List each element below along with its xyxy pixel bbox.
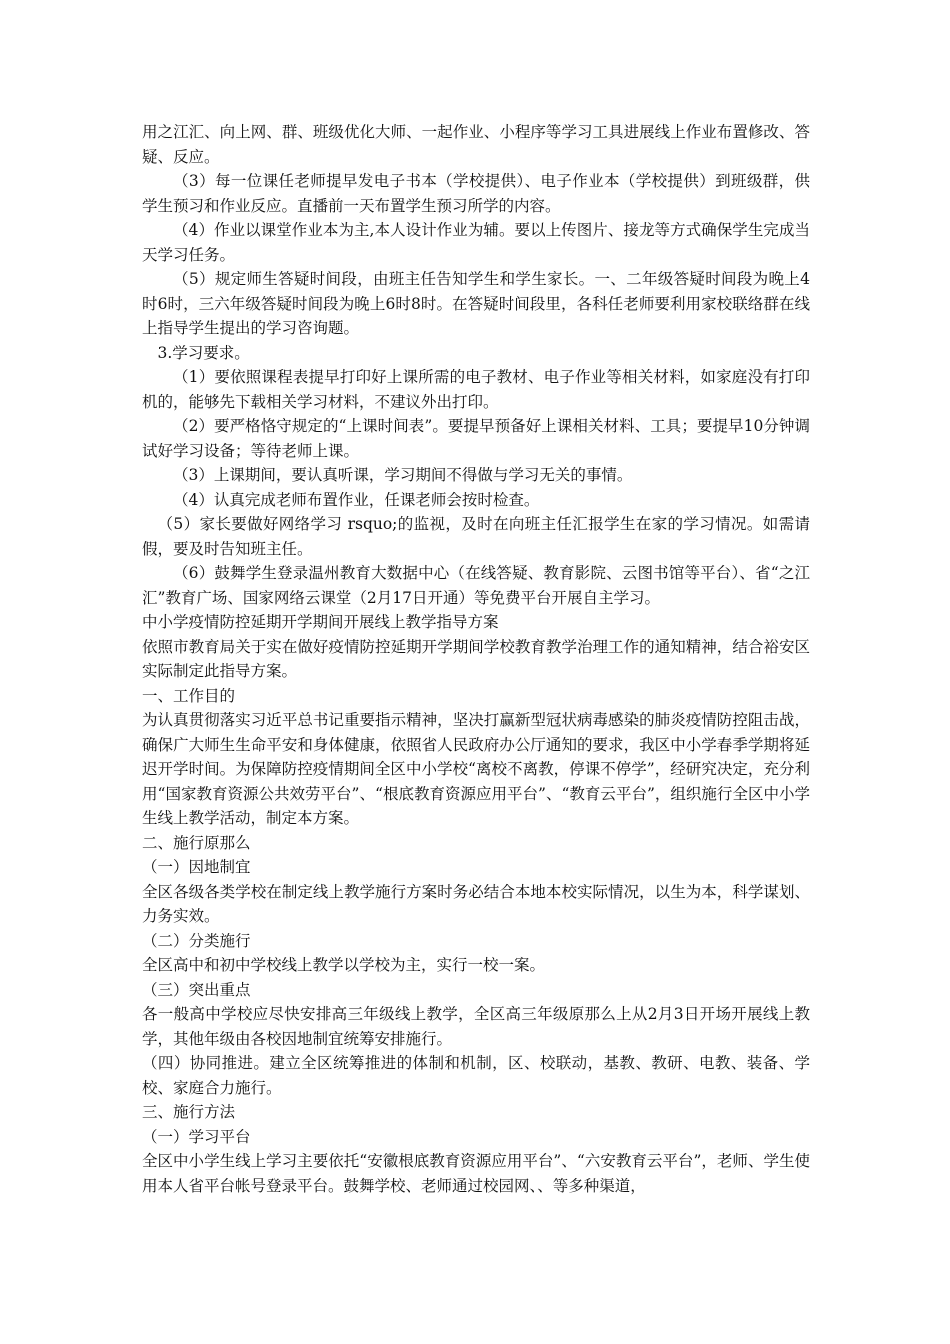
paragraph: 全区各级各类学校在制定线上教学施行方案时务必结合本地本校实际情况，以生为本，科学谋划、力务实效。: [142, 882, 810, 925]
paragraph: （3）上课期间，要认真听课，学习期间不得做与学习无关的事情。: [173, 466, 633, 484]
paragraph: （4）作业以课堂作业本为主,本人设计作业为辅。要以上传图片、接龙等方式确保学生完成当天学习任务。: [142, 221, 810, 264]
paragraph: 全区中小学生线上学习主要依托“安徽根底教育资源应用平台”、“六安教育云平台”，老师、学生使用本人省平台帐号登录平台。鼓舞学校、老师通过校园网、、等多种渠道，: [142, 1152, 810, 1195]
paragraph: （2）要严格恪守规定的“上课时间表”。要提早预备好上课相关材料、工具；要提早10分钟调试好学习设备；等待老师上课。: [142, 417, 810, 460]
subsection-heading: （二）分类施行: [142, 931, 251, 950]
paragraph: （4）认真完成老师布置作业，任课老师会按时检查。: [173, 490, 540, 509]
paragraph: 全区高中和初中学校线上教学以学校为主，实行一校一案。: [142, 956, 546, 974]
paragraph: （5）家长要做好网络学习 rsquo;的监视，及时在向班主任汇报学生在家的学习情况。如需请假，要及时告知班主任。: [142, 515, 810, 558]
paragraph: 各一般高中学校应尽快安排高三年级线上教学，全区高三年级原那么上从2月3日开场开展线上教学，其他年级由各校因地制宜统筹安排施行。: [142, 1005, 810, 1048]
paragraph: 为认真贯彻落实习近平总书记重要指示精神，坚决打赢新型冠状病毒感染的肺炎疫情防控阻击战，确保广大师生生命平安和身体健康，依照省人民政府办公厅通知的要求，我区中小学春季学期将延迟开学时间。为保障防控疫情期间全区中小学校“离校不离教，停课不停学”，经研究决定，充分利用“国家教育资源公共效劳平台”、“根底教育资源应用平台”、“教育云平台”，组织施行全区中小学生线上教学活动，制定本方案。: [142, 711, 810, 827]
section-heading: 二、施行原那么: [142, 833, 251, 852]
subsection-heading: （一）因地制宜: [142, 858, 251, 876]
section-heading: 3.学习要求。: [157, 343, 250, 362]
subsection-heading: （三）突出重点: [142, 980, 251, 999]
paragraph: 用之江汇、向上网、群、班级优化大师、一起作业、小程序等学习工具进展线上作业布置修改、答疑、反应。: [142, 123, 810, 166]
paragraph: （5）规定师生答疑时间段，由班主任告知学生和学生家长。一、二年级答疑时间段为晚上4时6时，三六年级答疑时间段为晚上6时8时。在答疑时间段里，各科任老师要利用家校联络群在线上指导学生提出的学习咨询题。: [142, 270, 810, 337]
paragraph: （四）协同推进。建立全区统筹推进的体制和机制，区、校联动，基教、教研、电教、装备、学校、家庭合力施行。: [142, 1054, 810, 1097]
paragraph: （1）要依照课程表提早打印好上课所需的电子教材、电子作业等相关材料，如家庭没有打印机的，能够先下载相关学习材料，不建议外出打印。: [142, 368, 810, 411]
document-title: 中小学疫情防控延期开学期间开展线上教学指导方案: [142, 613, 499, 631]
section-heading: 三、施行方法: [142, 1103, 236, 1121]
subsection-heading: （一）学习平台: [142, 1127, 251, 1146]
document-body: [142, 120, 810, 1198]
paragraph: （3）每一位课任老师提早发电子书本（学校提供）、电子作业本（学校提供）到班级群，供学生预习和作业反应。直播前一天布置学生预习所学的内容。: [142, 172, 810, 215]
section-heading: 一、工作目的: [142, 686, 236, 705]
paragraph: （6）鼓舞学生登录温州教育大数据中心（在线答疑、教育影院、云图书馆等平台）、省“之江汇”教育广场、国家网络云课堂（2月17日开通）等免费平台开展自主学习。: [142, 564, 810, 607]
paragraph: 依照市教育局关于实在做好疫情防控延期开学期间学校教育教学治理工作的通知精神，结合裕安区实际制定此指导方案。: [142, 637, 810, 680]
